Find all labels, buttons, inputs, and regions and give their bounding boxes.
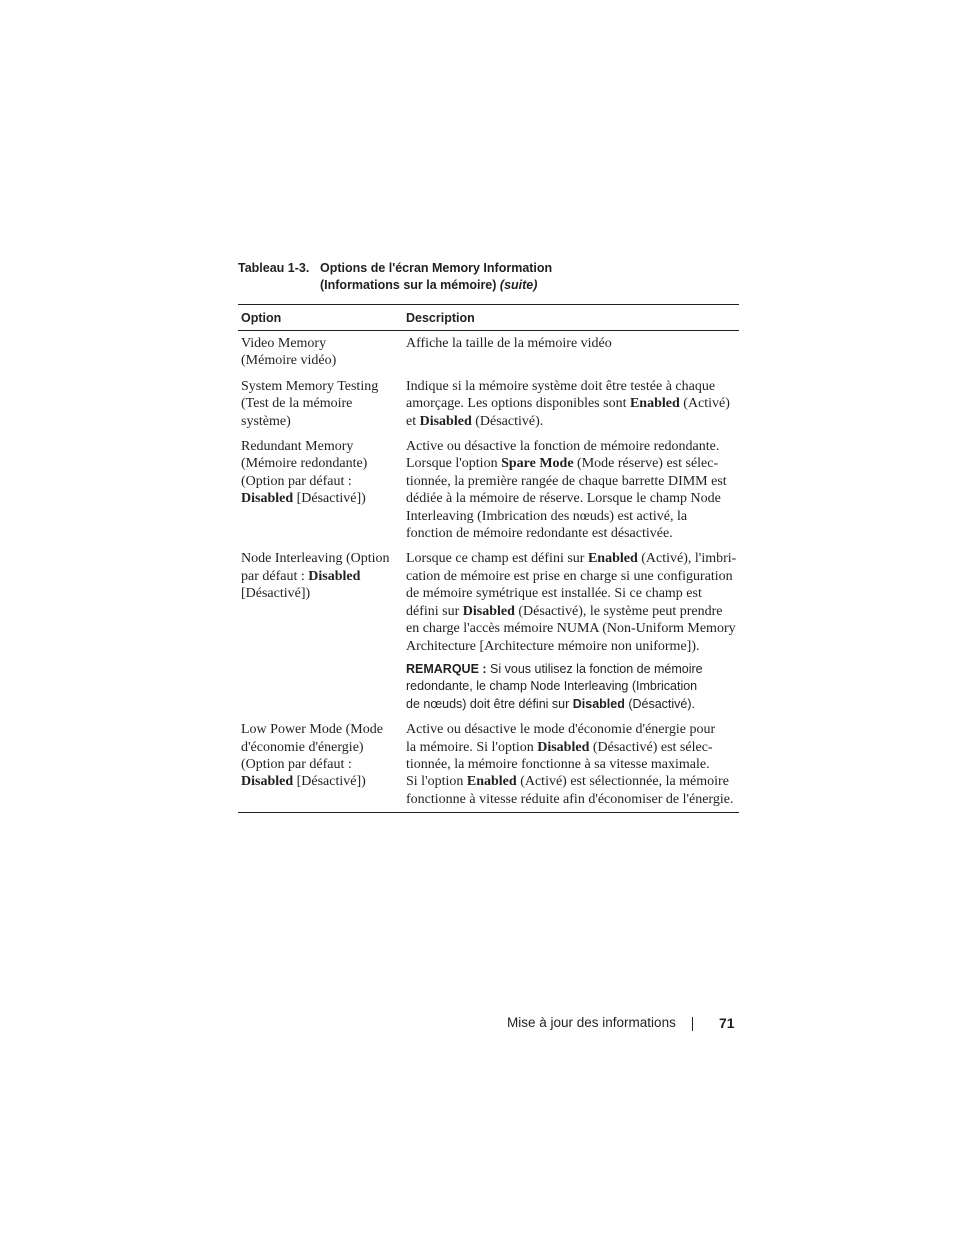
bold-term: Enabled bbox=[629, 396, 680, 412]
table-suite: (suite) bbox=[499, 278, 538, 292]
option-line bbox=[241, 335, 403, 352]
description-line bbox=[406, 438, 739, 455]
description-line bbox=[406, 378, 739, 395]
text-run: d'économie d'énergie) bbox=[241, 739, 364, 755]
text-run: [Désactivé]) bbox=[241, 586, 311, 602]
description-line bbox=[406, 525, 739, 542]
description-line bbox=[406, 413, 739, 430]
table-header bbox=[238, 305, 739, 331]
page-number: 71 bbox=[719, 1015, 735, 1031]
option-line bbox=[241, 568, 403, 585]
bold-term: Spare Mode bbox=[501, 456, 574, 472]
option-line bbox=[241, 585, 403, 602]
text-run: fonctionne à vitesse réduite afin d'économiser de l'énergie. bbox=[406, 791, 734, 807]
table-number: Tableau 1-3. bbox=[238, 261, 310, 275]
text-run: amorçage. Les options disponibles sont bbox=[406, 396, 630, 412]
description-line bbox=[406, 490, 739, 507]
description-line bbox=[406, 473, 739, 490]
description-line bbox=[406, 638, 739, 655]
description-line bbox=[406, 756, 739, 773]
description-cell bbox=[403, 434, 739, 546]
description-line bbox=[406, 739, 739, 756]
description-line bbox=[406, 568, 739, 585]
text-run: (Option par défaut : bbox=[241, 473, 352, 489]
option-line bbox=[241, 490, 403, 507]
description-line bbox=[406, 773, 739, 790]
bold-term: Disabled bbox=[572, 696, 625, 711]
description-line bbox=[406, 335, 739, 352]
text-run: [Désactivé]) bbox=[293, 491, 366, 507]
table-row bbox=[238, 374, 739, 434]
description-cell bbox=[403, 374, 739, 434]
text-run: (Activé) est sélectionnée, la mémoire bbox=[516, 774, 729, 790]
text-run: (Mémoire redondante) bbox=[241, 456, 368, 472]
option-line bbox=[241, 739, 403, 756]
description-line bbox=[406, 585, 739, 602]
description-line bbox=[406, 550, 739, 567]
table-caption bbox=[238, 260, 738, 294]
text-run: (Désactivé) est sélec- bbox=[589, 739, 713, 755]
bold-term: Disabled bbox=[241, 774, 294, 790]
description-line bbox=[406, 395, 739, 412]
description-line bbox=[406, 791, 739, 808]
text-run: système) bbox=[241, 413, 291, 429]
text-run: Si vous utilisez la fonction de mémoire bbox=[486, 661, 703, 676]
option-cell bbox=[238, 434, 403, 546]
text-run: dédiée à la mémoire de réserve. Lorsque le champ Node bbox=[406, 491, 721, 507]
option-line bbox=[241, 352, 403, 369]
text-run: (Désactivé), le système peut prendre bbox=[514, 603, 723, 619]
bold-term: Enabled bbox=[587, 551, 638, 567]
bold-term: Disabled bbox=[419, 413, 472, 429]
text-run: défini sur bbox=[406, 603, 463, 619]
text-run: par défaut : bbox=[241, 568, 309, 584]
text-run: Active ou désactive le mode d'économie d'énergie pour bbox=[406, 722, 716, 738]
footer-section-title: Mise à jour des informations bbox=[507, 1015, 676, 1030]
description-line bbox=[406, 455, 739, 472]
description-line bbox=[406, 508, 739, 525]
option-line bbox=[241, 473, 403, 490]
text-run: Affiche la taille de la mémoire vidéo bbox=[406, 336, 612, 351]
text-run: Lorsque l'option bbox=[406, 456, 502, 472]
table-title-line2: (Informations sur la mémoire) bbox=[320, 278, 497, 292]
option-line bbox=[241, 395, 403, 412]
table-row bbox=[238, 546, 739, 717]
page-footer bbox=[507, 1015, 735, 1031]
description-line bbox=[406, 721, 739, 738]
text-run: Lorsque ce champ est défini sur bbox=[406, 551, 588, 567]
option-line bbox=[241, 721, 403, 738]
note-line bbox=[406, 678, 739, 695]
text-run: (Désactivé). bbox=[471, 413, 544, 429]
text-run: Low Power Mode (Mode bbox=[241, 722, 383, 738]
text-run: Node Interleaving (Option bbox=[241, 551, 390, 567]
text-run: System Memory Testing bbox=[241, 378, 379, 394]
text-run: [Désactivé]) bbox=[293, 774, 366, 790]
text-run: cation de mémoire est prise en charge si une configuration bbox=[406, 568, 733, 584]
text-run: fonction de mémoire redondante est désactivée. bbox=[406, 526, 673, 542]
table-title: Options de l'écran Memory Information bbox=[320, 261, 553, 275]
description-cell bbox=[403, 717, 739, 812]
option-cell bbox=[238, 374, 403, 434]
text-run: (Test de la mémoire bbox=[241, 396, 353, 412]
text-run: en charge l'accès mémoire NUMA (Non-Uniform Memory bbox=[406, 621, 736, 637]
table-row bbox=[238, 434, 739, 546]
text-run: et bbox=[406, 413, 420, 429]
option-line bbox=[241, 756, 403, 773]
text-run: Interleaving (Imbrication des nœuds) est activé, la bbox=[406, 508, 688, 524]
text-run: (Mode réserve) est sélec- bbox=[573, 456, 719, 472]
text-run: tionnée, la mémoire fonctionne à sa vitesse maximale. bbox=[406, 756, 710, 772]
bold-term: REMARQUE : bbox=[406, 661, 487, 676]
bold-term: Enabled bbox=[466, 774, 517, 790]
option-line bbox=[241, 773, 403, 790]
text-run: redondante, le champ Node Interleaving (Imbrication bbox=[406, 679, 698, 694]
bold-term: Disabled bbox=[462, 603, 515, 619]
text-run: (Mémoire vidéo) bbox=[241, 353, 337, 369]
table-row bbox=[238, 717, 739, 812]
option-line bbox=[241, 438, 403, 455]
text-run: Video Memory bbox=[241, 336, 327, 351]
bold-term: Disabled bbox=[537, 739, 590, 755]
note-remarque bbox=[406, 661, 739, 713]
description-line bbox=[406, 620, 739, 637]
footer-separator bbox=[692, 1017, 693, 1031]
option-line bbox=[241, 413, 403, 430]
header-description: Description bbox=[406, 310, 475, 325]
option-line bbox=[241, 550, 403, 567]
note-line bbox=[406, 696, 739, 713]
description-line bbox=[406, 603, 739, 620]
note-line bbox=[406, 661, 739, 678]
option-cell bbox=[238, 546, 403, 717]
text-run: (Désactivé). bbox=[624, 696, 696, 711]
option-cell bbox=[238, 717, 403, 812]
table-body bbox=[238, 331, 739, 812]
option-line bbox=[241, 455, 403, 472]
bold-term: Disabled bbox=[308, 568, 361, 584]
option-line bbox=[241, 378, 403, 395]
description-cell bbox=[403, 546, 739, 717]
text-run: Redundant Memory bbox=[241, 439, 354, 455]
text-run: Indique si la mémoire système doit être testée à chaque bbox=[406, 378, 716, 394]
header-option: Option bbox=[241, 310, 282, 325]
text-run: de mémoire symétrique est installée. Si ce champ est bbox=[406, 586, 702, 602]
text-run: Active ou désactive la fonction de mémoire redondante. bbox=[406, 439, 720, 455]
table-row bbox=[238, 335, 739, 374]
option-cell bbox=[238, 335, 403, 374]
text-run: (Activé), l'imbri- bbox=[637, 551, 737, 567]
text-run: (Option par défaut : bbox=[241, 756, 352, 772]
text-run: de nœuds) doit être défini sur bbox=[406, 696, 573, 711]
description-cell bbox=[403, 335, 739, 374]
text-run: Architecture [Architecture mémoire non uniforme]). bbox=[406, 638, 700, 654]
text-run: la mémoire. Si l'option bbox=[406, 739, 538, 755]
bold-term: Disabled bbox=[241, 491, 294, 507]
text-run: Si l'option bbox=[406, 774, 467, 790]
text-run: (Activé) bbox=[679, 396, 730, 412]
memory-options-table bbox=[238, 304, 739, 813]
text-run: tionnée, la première rangée de chaque barrette DIMM est bbox=[406, 473, 727, 489]
